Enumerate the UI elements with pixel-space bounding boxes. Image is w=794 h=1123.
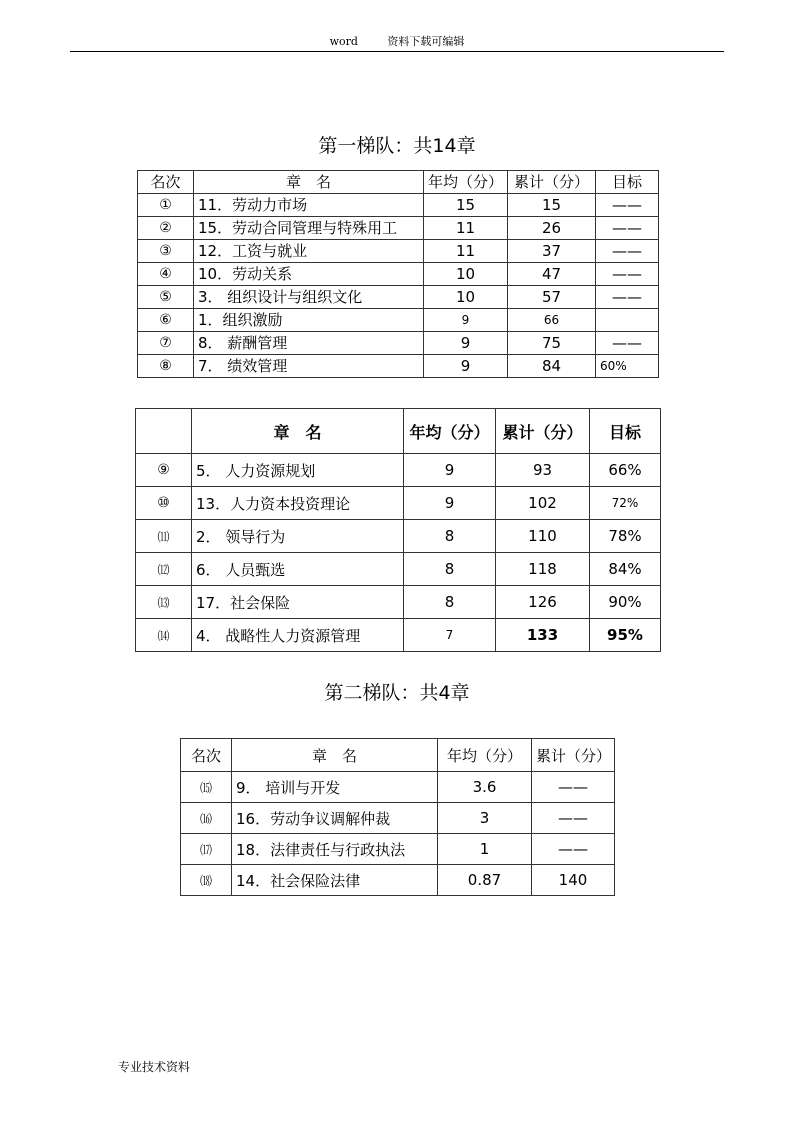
chapter-cell: 8． 薪酬管理 <box>194 332 424 355</box>
tier2-table <box>180 738 615 896</box>
table-row <box>136 454 661 487</box>
table-header-row <box>181 739 615 772</box>
rank-cell: ① <box>138 194 194 217</box>
cum-cell: 102 <box>496 487 590 520</box>
avg-cell: 11 <box>424 240 508 263</box>
table-row <box>138 332 659 355</box>
chapter-cell: 15．劳动合同管理与特殊用工 <box>194 217 424 240</box>
avg-cell: 0.87 <box>438 865 532 896</box>
avg-cell: 9 <box>404 487 496 520</box>
rank-cell: ③ <box>138 240 194 263</box>
chapter-cell: 5． 人力资源规划 <box>192 454 404 487</box>
table-row <box>138 194 659 217</box>
rank-cell: ④ <box>138 263 194 286</box>
table-row <box>136 487 661 520</box>
table-row <box>138 355 659 378</box>
target-cell: —— <box>596 332 659 355</box>
chapter-cell: 1．组织激励 <box>194 309 424 332</box>
rank-cell: ⒁ <box>136 619 192 652</box>
table-row <box>138 240 659 263</box>
col-header-target: 目标 <box>596 171 659 194</box>
table-header-row <box>136 409 661 454</box>
avg-cell: 8 <box>404 586 496 619</box>
target-cell: 95% <box>590 619 661 652</box>
chapter-cell: 9． 培训与开发 <box>232 772 438 803</box>
avg-cell: 8 <box>404 553 496 586</box>
table-row <box>181 772 615 803</box>
header-subtitle: 资料下载可编辑 <box>387 35 465 48</box>
col-header-cum: 累计（分） <box>532 739 615 772</box>
rank-cell: ⑤ <box>138 286 194 309</box>
table-row <box>136 553 661 586</box>
avg-cell: 9 <box>404 454 496 487</box>
rank-cell: ⒅ <box>181 865 232 896</box>
target-cell: —— <box>596 263 659 286</box>
table-row <box>138 309 659 332</box>
chapter-cell: 6． 人员甄选 <box>192 553 404 586</box>
col-header-rank: 名次 <box>138 171 194 194</box>
rank-cell: ② <box>138 217 194 240</box>
cum-cell: 133 <box>496 619 590 652</box>
rank-cell: ⑦ <box>138 332 194 355</box>
target-cell: 90% <box>590 586 661 619</box>
target-cell: 84% <box>590 553 661 586</box>
avg-cell: 10 <box>424 263 508 286</box>
avg-cell: 15 <box>424 194 508 217</box>
chapter-cell: 17．社会保险 <box>192 586 404 619</box>
rank-cell: ⑥ <box>138 309 194 332</box>
col-header-rank: 名次 <box>181 739 232 772</box>
table-row <box>136 619 661 652</box>
rank-cell: ⑿ <box>136 553 192 586</box>
header-word: word <box>329 35 358 48</box>
col-header-cum: 累计（分） <box>508 171 596 194</box>
cum-cell: 66 <box>508 309 596 332</box>
table-row <box>138 217 659 240</box>
cum-cell: 15 <box>508 194 596 217</box>
rank-cell: ⒃ <box>181 803 232 834</box>
cum-cell: 140 <box>532 865 615 896</box>
tier2-title: 第二梯队：共4章 <box>324 682 470 704</box>
rank-cell: ⑾ <box>136 520 192 553</box>
col-header-avg: 年均（分） <box>424 171 508 194</box>
cum-cell: 126 <box>496 586 590 619</box>
avg-cell: 3 <box>438 803 532 834</box>
avg-cell: 8 <box>404 520 496 553</box>
col-header-chapter: 章 名 <box>232 739 438 772</box>
page-footer: 专业技术资料 <box>118 1060 191 1074</box>
tier1-table <box>137 170 659 378</box>
rank-cell: ⑩ <box>136 487 192 520</box>
avg-cell: 9 <box>424 332 508 355</box>
avg-cell: 10 <box>424 286 508 309</box>
rank-cell: ⑧ <box>138 355 194 378</box>
chapter-cell: 18．法律责任与行政执法 <box>232 834 438 865</box>
table-row <box>181 865 615 896</box>
table-row <box>181 803 615 834</box>
chapter-cell: 11．劳动力市场 <box>194 194 424 217</box>
target-cell: —— <box>596 194 659 217</box>
cum-cell: 37 <box>508 240 596 263</box>
table-row <box>138 263 659 286</box>
avg-cell: 1 <box>438 834 532 865</box>
cum-cell: 118 <box>496 553 590 586</box>
tier1-continued-table <box>135 408 661 652</box>
col-header-chapter: 章 名 <box>194 171 424 194</box>
avg-cell: 9 <box>424 309 508 332</box>
chapter-cell: 7． 绩效管理 <box>194 355 424 378</box>
rank-cell: ⒄ <box>181 834 232 865</box>
target-cell: —— <box>596 286 659 309</box>
chapter-cell: 14．社会保险法律 <box>232 865 438 896</box>
table-header-row <box>138 171 659 194</box>
cum-cell: 93 <box>496 454 590 487</box>
col-header-cum: 累计（分） <box>496 409 590 454</box>
col-header-chapter: 章 名 <box>192 409 404 454</box>
chapter-cell: 2． 领导行为 <box>192 520 404 553</box>
target-cell: —— <box>596 240 659 263</box>
col-header-avg: 年均（分） <box>404 409 496 454</box>
cum-cell: 110 <box>496 520 590 553</box>
rank-cell: ⒀ <box>136 586 192 619</box>
target-cell: 66% <box>590 454 661 487</box>
cum-cell: 26 <box>508 217 596 240</box>
chapter-cell: 12．工资与就业 <box>194 240 424 263</box>
cum-cell: 75 <box>508 332 596 355</box>
table-row <box>136 520 661 553</box>
page-header <box>70 34 724 52</box>
avg-cell: 9 <box>424 355 508 378</box>
cum-cell: —— <box>532 803 615 834</box>
cum-cell: 57 <box>508 286 596 309</box>
cum-cell: 47 <box>508 263 596 286</box>
avg-cell: 3.6 <box>438 772 532 803</box>
chapter-cell: 16．劳动争议调解仲裁 <box>232 803 438 834</box>
target-cell: 72% <box>590 487 661 520</box>
cum-cell: 84 <box>508 355 596 378</box>
table-row <box>136 586 661 619</box>
avg-cell: 11 <box>424 217 508 240</box>
rank-cell: ⒂ <box>181 772 232 803</box>
target-cell: 60% <box>596 355 659 378</box>
target-cell <box>596 309 659 332</box>
cum-cell: —— <box>532 834 615 865</box>
tier1-title: 第一梯队：共14章 <box>318 135 476 157</box>
chapter-cell: 10．劳动关系 <box>194 263 424 286</box>
chapter-cell: 13．人力资本投资理论 <box>192 487 404 520</box>
col-header-avg: 年均（分） <box>438 739 532 772</box>
avg-cell: 7 <box>404 619 496 652</box>
col-header-rank <box>136 409 192 454</box>
table-row <box>138 286 659 309</box>
table-row <box>181 834 615 865</box>
col-header-target: 目标 <box>590 409 661 454</box>
rank-cell: ⑨ <box>136 454 192 487</box>
cum-cell: —— <box>532 772 615 803</box>
chapter-cell: 3． 组织设计与组织文化 <box>194 286 424 309</box>
target-cell: 78% <box>590 520 661 553</box>
chapter-cell: 4． 战略性人力资源管理 <box>192 619 404 652</box>
target-cell: —— <box>596 217 659 240</box>
